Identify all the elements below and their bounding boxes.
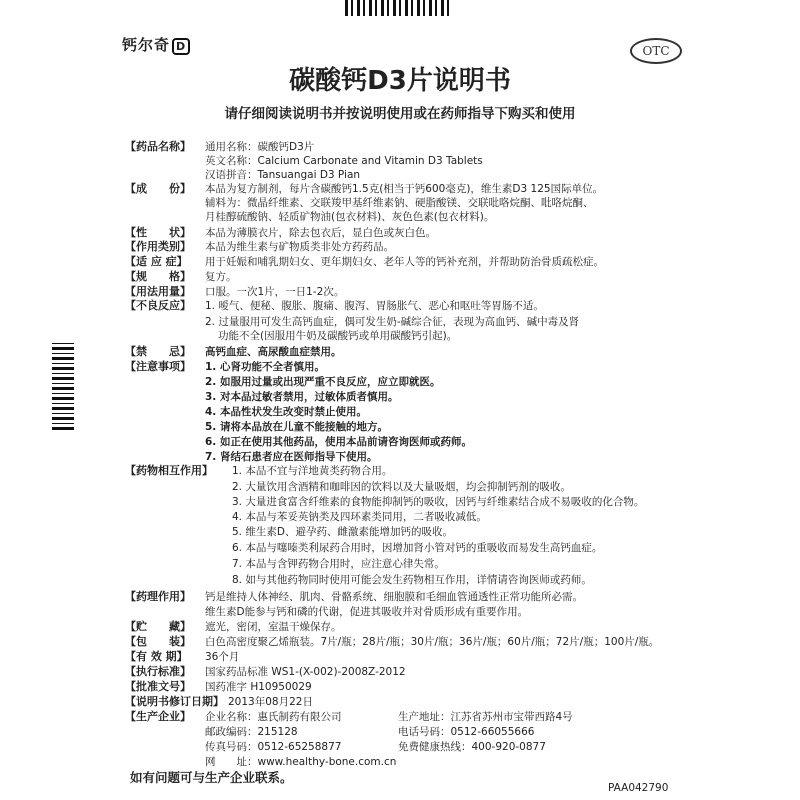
address-row: 生产地址：江苏省苏州市宝带西路4号 <box>398 711 573 723</box>
interaction-item: 2. 大量饮用含酒精和咖啡因的饮料以及大量吸烟，均会抑制钙剂的吸收。 <box>232 481 571 493</box>
composition-line: 辅料为：微晶纤维素、交联羧甲基纤维素钠、硬脂酸镁、交联吡咯烷酮、吡咯烷酮、 <box>205 197 594 209</box>
hotline-row: 免费健康热线：400-920-0877 <box>398 741 546 753</box>
pinyin-row: 汉语拼音：Tansuangai D3 Pian <box>205 169 361 181</box>
contraindication-text: 高钙血症、高尿酸血症禁用。 <box>205 346 342 358</box>
label-category: 【作用类别】 <box>125 240 191 253</box>
interaction-item: 5. 维生素D、避孕药、雌激素能增加钙的吸收。 <box>232 526 453 538</box>
document-subtitle: 请仔细阅读说明书并按说明使用或在药师指导下购买和使用 <box>224 106 576 122</box>
pharmacology-line: 维生素D能参与钙和磷的代谢，促进其吸收并对骨质形成有重要作用。 <box>205 606 529 618</box>
document-code: PAA042790 <box>608 782 669 794</box>
precaution-item: 3. 对本品过敏者禁用，过敏体质者慎用。 <box>205 391 399 403</box>
standard-text: 国家药品标准 WS1-(X-002)-2008Z-2012 <box>205 666 406 678</box>
pharmacology-line: 钙是维持人体神经、肌肉、骨骼系统、细胞膜和毛细血管通透性正常功能所必需。 <box>205 591 583 603</box>
interaction-item: 3. 大量进食富含纤维素的食物能抑制钙的吸收，因钙与纤维素结合成不易吸收的化合物。 <box>232 496 645 508</box>
precaution-item: 2. 如服用过量或出现严重不良反应，应立即就医。 <box>205 376 441 388</box>
interaction-item: 8. 如与其他药物同时使用可能会发生药物相互作用，详情请咨询医师或药师。 <box>232 574 592 586</box>
indication-text: 用于妊娠和哺乳期妇女、更年期妇女、老年人等的钙补充剂，并帮助防治骨质疏松症。 <box>205 256 604 268</box>
phone-row: 电话号码：0512-66055666 <box>398 726 535 738</box>
label-manufacturer: 【生产企业】 <box>125 710 191 723</box>
label-drug-name: 【药品名称】 <box>125 140 191 153</box>
storage-text: 遮光，密闭，室温干燥保存。 <box>205 621 342 633</box>
appearance-text: 本品为薄膜衣片，除去包衣后，显白色或灰白色。 <box>205 227 436 239</box>
label-approval: 【批准文号】 <box>125 680 191 693</box>
label-package: 【包 装】 <box>125 635 191 648</box>
composition-line: 本品为复方制剂，每片含碳酸钙1.5克(相当于钙600毫克)，维生素D3 125国际单位。 <box>205 183 604 195</box>
validity-text: 36个月 <box>205 651 240 663</box>
category-text: 本品为维生素与矿物质类非处方药药品。 <box>205 241 394 253</box>
precaution-item: 7. 肾结石患者应在医师指导下使用。 <box>205 451 378 463</box>
label-precautions: 【注意事项】 <box>125 360 191 373</box>
interaction-item: 7. 本品与含钾药物合用时，应注意心律失常。 <box>232 558 445 570</box>
label-indication: 【适 应 症】 <box>125 255 188 268</box>
interaction-item: 4. 本品与苯妥英钠类及四环素类同用，二者吸收减低。 <box>232 511 487 523</box>
interaction-item: 1. 本品不宜与洋地黄类药物合用。 <box>232 465 393 477</box>
otc-badge: OTC <box>630 38 682 64</box>
common-name-row: 通用名称：碳酸钙D3片 <box>205 141 315 153</box>
label-validity: 【有 效 期】 <box>125 650 188 663</box>
company-row: 企业名称：惠氏制药有限公司 <box>205 711 342 723</box>
label-composition: 【成 份】 <box>125 182 191 195</box>
precaution-item: 5. 请将本品放在儿童不能接触的地方。 <box>205 421 388 433</box>
label-adverse: 【不良反应】 <box>125 299 191 312</box>
label-usage: 【用法用量】 <box>125 285 191 298</box>
label-appearance: 【性 状】 <box>125 226 191 239</box>
approval-text: 国药准字 H10950029 <box>205 681 312 693</box>
adverse-line: 功能不全(因服用牛奶及碳酸钙或单用碳酸钙引起)。 <box>218 330 458 342</box>
precaution-item: 4. 本品性状发生改变时禁止使用。 <box>205 406 367 418</box>
adverse-line: 2. 过量服用可发生高钙血症，偶可发生奶-碱综合征，表现为高血钙、碱中毒及肾 <box>205 316 580 328</box>
adverse-line: 1. 嗳气、便秘、腹胀、腹痛、腹泻、胃肠胀气、恶心和呕吐等胃肠不适。 <box>205 300 544 312</box>
english-name-row: 英文名称：Calcium Carbonate and Vitamin D3 Tablets <box>205 155 483 167</box>
interaction-item: 6. 本品与噻嗪类利尿药合用时，因增加肾小管对钙的重吸收而易发生高钙血症。 <box>232 542 603 554</box>
spec-text: 复方。 <box>205 271 237 283</box>
document-title: 碳酸钙D3片说明书 <box>289 66 511 96</box>
label-storage: 【贮 藏】 <box>125 620 191 633</box>
precaution-item: 1. 心肾功能不全者慎用。 <box>205 361 325 373</box>
precaution-item: 6. 如正在使用其他药品，使用本品前请咨询医师或药师。 <box>205 436 472 448</box>
label-interactions: 【药物相互作用】 <box>125 464 213 477</box>
revision-date-text: 2013年08月22日 <box>228 696 313 708</box>
composition-line: 月桂醇硫酸钠、轻质矿物油(包衣材料)、灰色色素(包衣材料)。 <box>205 211 495 223</box>
label-pharmacology: 【药理作用】 <box>125 590 191 603</box>
label-revision-date: 【说明书修订日期】 <box>125 695 224 708</box>
package-text: 白色高密度聚乙烯瓶装。7片/瓶；28片/瓶；30片/瓶；36片/瓶；60片/瓶；72片/瓶；100片/瓶。 <box>205 636 660 648</box>
label-contraindication: 【禁 忌】 <box>125 345 191 358</box>
label-standard: 【执行标准】 <box>125 665 191 678</box>
brand-logo: 钙尔奇 D <box>122 34 190 55</box>
label-spec: 【规 格】 <box>125 270 191 283</box>
website-row: 网 址：www.healthy-bone.com.cn <box>205 756 397 768</box>
zip-row: 邮政编码：215128 <box>205 726 298 738</box>
footer-contact-note: 如有问题可与生产企业联系。 <box>130 770 293 785</box>
fax-row: 传真号码：0512-65258877 <box>205 741 342 753</box>
usage-text: 口服。一次1片，一日1-2次。 <box>205 286 345 298</box>
